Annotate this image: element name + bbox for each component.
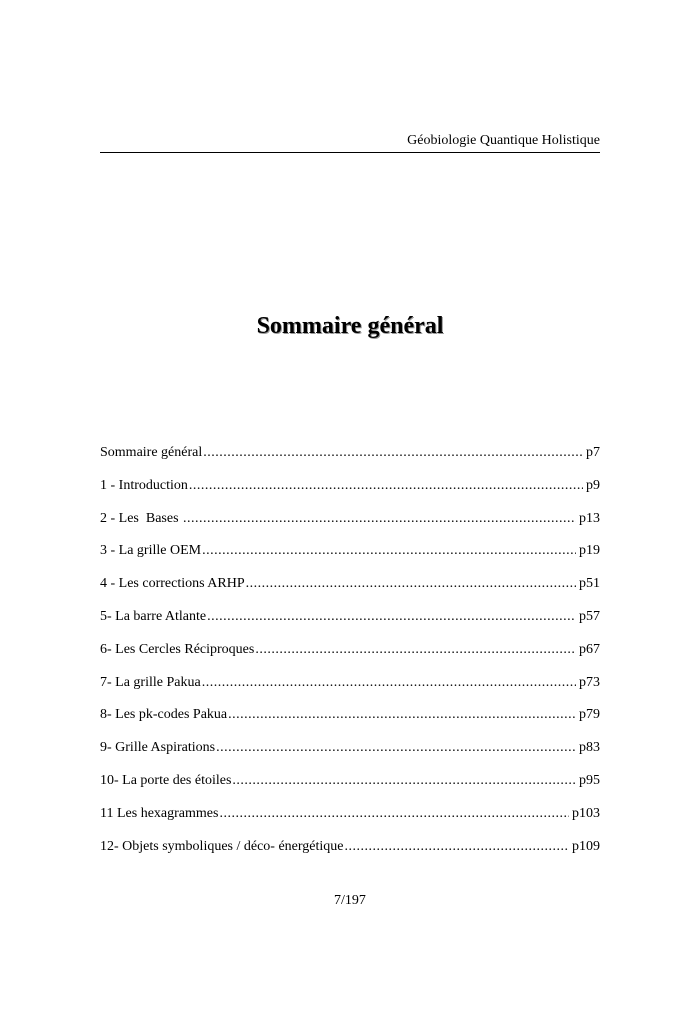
toc-entry xyxy=(100,574,600,607)
toc-leader-dots xyxy=(202,541,576,561)
toc-leader-dots xyxy=(219,804,569,824)
toc-entry xyxy=(100,443,600,476)
toc-entry-page: p57 xyxy=(579,608,600,624)
toc-entry xyxy=(100,804,600,837)
toc-leader-dots xyxy=(232,771,576,791)
toc-leader-dots xyxy=(246,574,576,594)
toc-entry-label: 11 Les hexagrammes xyxy=(100,805,219,821)
toc-entry-label: 7- La grille Pakua xyxy=(100,674,201,690)
page-title: Sommaire général xyxy=(256,313,444,339)
toc-entry-label: 4 - Les corrections ARHP xyxy=(100,576,245,592)
toc-entry-page: p109 xyxy=(572,838,600,854)
toc-entry-page: p13 xyxy=(579,510,600,526)
toc-entry xyxy=(100,673,600,706)
toc-entry xyxy=(100,541,600,574)
toc-entry-label: 6- Les Cercles Réciproques xyxy=(100,641,255,657)
toc-entry-page: p19 xyxy=(579,543,600,559)
toc-entry-page: p51 xyxy=(579,576,600,592)
toc-entry xyxy=(100,738,600,771)
toc-entry-page: p67 xyxy=(579,641,600,657)
toc-entry xyxy=(100,771,600,804)
toc-leader-dots xyxy=(183,509,576,529)
toc-entry xyxy=(100,476,600,509)
toc-entry-page: p7 xyxy=(586,445,600,460)
toc-entry-label: 8- Les pk-codes Pakua xyxy=(100,707,228,723)
toc-entry-label: 10- La porte des étoiles xyxy=(100,772,232,788)
toc-entry-label: 3 - La grille OEM xyxy=(100,543,202,559)
toc-entry xyxy=(100,509,600,542)
toc-leader-dots xyxy=(255,640,576,660)
toc-entry-page: p95 xyxy=(579,772,600,788)
toc-entry xyxy=(100,607,600,640)
toc-leader-dots xyxy=(203,443,583,463)
running-header: Géobiologie Quantique Holistique xyxy=(407,133,600,148)
toc-entry-page: p79 xyxy=(579,707,600,723)
toc-entry-label: 9- Grille Aspirations xyxy=(100,740,216,756)
toc-entry-label: 5- La barre Atlante xyxy=(100,608,207,624)
toc-entry-page: p103 xyxy=(572,805,600,821)
page-number: 7/197 xyxy=(334,893,366,908)
toc-leader-dots xyxy=(228,705,576,725)
toc-entry xyxy=(100,837,600,870)
toc-entry-page: p73 xyxy=(579,674,600,690)
toc-leader-dots xyxy=(202,673,576,693)
toc-entry-label: 12- Objets symboliques / déco- énergétique xyxy=(100,838,344,854)
toc-entry-label: Sommaire général xyxy=(100,445,203,460)
toc-leader-dots xyxy=(216,738,576,758)
toc-entry-label: 2 - Les Bases xyxy=(100,510,183,526)
table-of-contents xyxy=(100,443,600,869)
toc-entry-label: 1 - Introduction xyxy=(100,477,188,493)
toc-entry-page: p9 xyxy=(586,477,600,493)
toc-entry xyxy=(100,640,600,673)
toc-leader-dots xyxy=(345,837,569,857)
toc-leader-dots xyxy=(189,476,583,496)
toc-leader-dots xyxy=(207,607,576,627)
header-rule xyxy=(100,152,600,153)
toc-entry-page: p83 xyxy=(579,740,600,756)
toc-entry xyxy=(100,705,600,738)
